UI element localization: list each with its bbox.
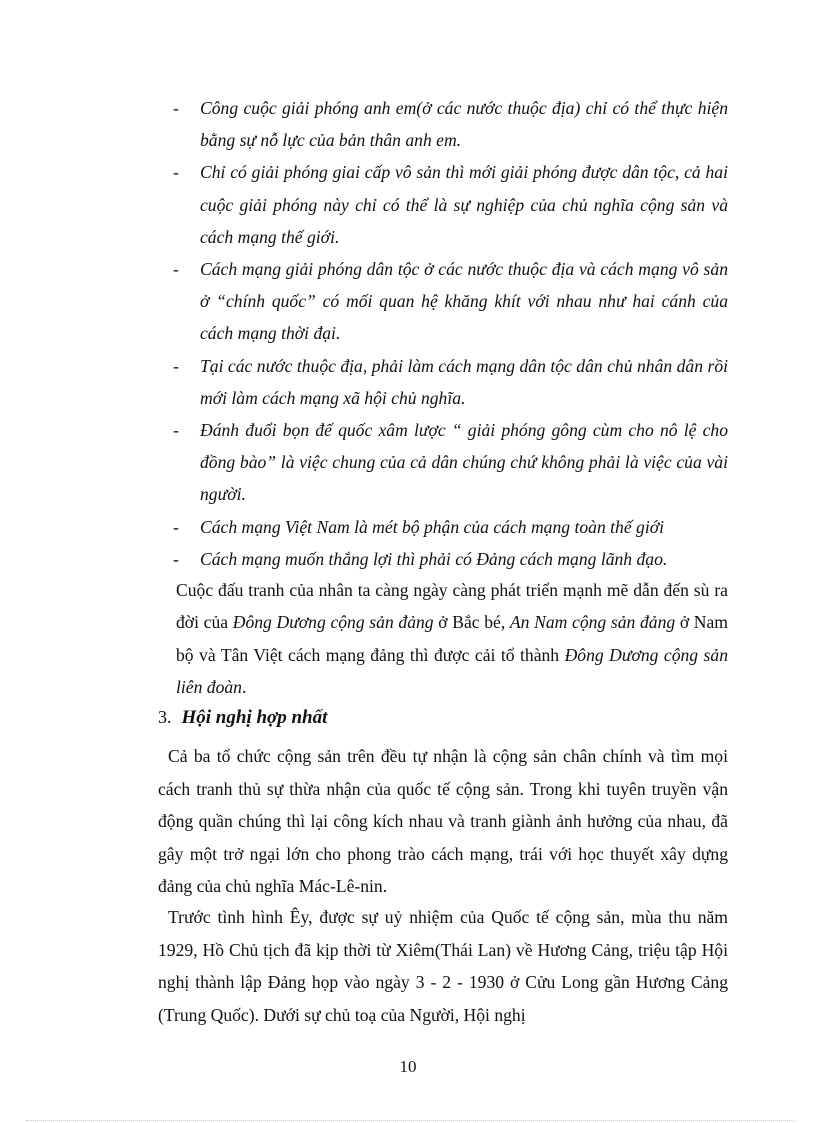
page-border-line <box>26 1120 794 1121</box>
bullet-text: Cách mạng muốn thắng lợi thì phải có Đảng cách mạng lãnh đạo. <box>200 548 668 569</box>
bullet-item <box>168 350 728 414</box>
body-paragraph: Cả ba tổ chức cộng sản trên đều tự nhận là cộng sản chân chính và tìm mọi cách tranh thủ sự thừa nhận của quốc tế cộng sản. Trong khi tuyên truyền vận động quần chúng thì lại công kích nhau và tranh giành ảnh hưởng của nhau, đã gây một trở ngại lớn cho phong trào cách mạng, trái với học thuyết xây dựng đảng của chủ nghĩa Mác-Lê-nin. <box>158 746 728 897</box>
page-number: 10 <box>399 1057 417 1076</box>
bullet-dash: - <box>173 516 179 537</box>
bullet-item <box>168 156 728 253</box>
closing-emphasis: Đông Dương cộng sản liên đoàn <box>176 644 729 698</box>
body-paragraph: Trước tình hình Êy, được sự uỷ nhiệm của Quốc tế cộng sản, mùa thu năm 1929, Hồ Chủ tịch đã kịp thời từ Xiêm(Thái Lan) về Hương Cảng, triệu tập Hội nghị thành lập Đảng họp vào ngày 3 - 2 - 1930 ở Cửu Long gần Hương Cảng (Trung Quốc). Dưới sự chủ toạ của Người, Hội nghị <box>158 907 728 1025</box>
bullet-text: Cách mạng giải phóng dân tộc ở các nước thuộc địa và cách mạng vô sản ở “chính quốc” có mối quan hệ khăng khít với nhau như hai cánh của cách mạng thời đại. <box>200 259 728 344</box>
bullet-dash: - <box>173 98 179 118</box>
closing-emphasis: Đông Dương cộng sản đảng <box>232 612 434 633</box>
closing-text: . <box>241 677 247 698</box>
bullet-text: Chỉ có giải phóng giai cấp vô sản thì mới giải phóng được dân tộc, cả hai cuộc giải phóng này chỉ có thể là sự nghiệp của chủ nghĩa cộng sản và cách mạng thế giới. <box>200 162 728 247</box>
bullet-list <box>168 92 728 575</box>
closing-paragraph <box>176 574 728 704</box>
bullet-dash: - <box>173 259 179 280</box>
bullet-item <box>168 92 728 156</box>
bullet-text: Đánh đuổi bọn đế quốc xâm lược “ giải phóng gông cùm cho nô lệ cho đồng bào” là việc chung của cả dân chúng chứ không phải là việc của vài người. <box>200 420 728 505</box>
bullet-item <box>168 253 728 350</box>
closing-emphasis: An Nam cộng sản đảng <box>509 612 676 633</box>
bullet-item <box>168 511 728 543</box>
bullet-dash: - <box>173 355 179 376</box>
section-heading <box>158 707 327 729</box>
bullet-dash: - <box>173 162 179 183</box>
bullet-dash: - <box>173 420 179 441</box>
section-title: Hội nghị hợp nhất <box>181 707 328 728</box>
bullet-text: Công cuộc giải phóng anh em(ở các nước thuộc địa) chỉ có thể thực hiện bằng sự nỗ lực của bản thân anh em. <box>200 98 728 151</box>
bullet-item <box>168 543 728 575</box>
closing-text: ở Nam bộ và Tân Việt cách mạng đảng thì được cải tổ thành <box>176 612 728 665</box>
closing-text: ở Bắc bé, <box>433 612 510 633</box>
section-number: 3. <box>158 707 172 727</box>
bullet-dash: - <box>173 548 179 569</box>
bullet-text: Cách mạng Việt Nam là mét bộ phận của cách mạng toàn thế giới <box>200 516 664 537</box>
bullet-text: Tại các nước thuộc địa, phải làm cách mạng dân tộc dân chủ nhân dân rồi mới làm cách mạng xã hội chủ nghĩa. <box>200 355 728 408</box>
bullet-item <box>168 414 728 511</box>
closing-text: Cuộc đấu tranh của nhân ta càng ngày càng phát triển mạnh mẽ dẫn đến sù ra đời của <box>176 580 728 633</box>
